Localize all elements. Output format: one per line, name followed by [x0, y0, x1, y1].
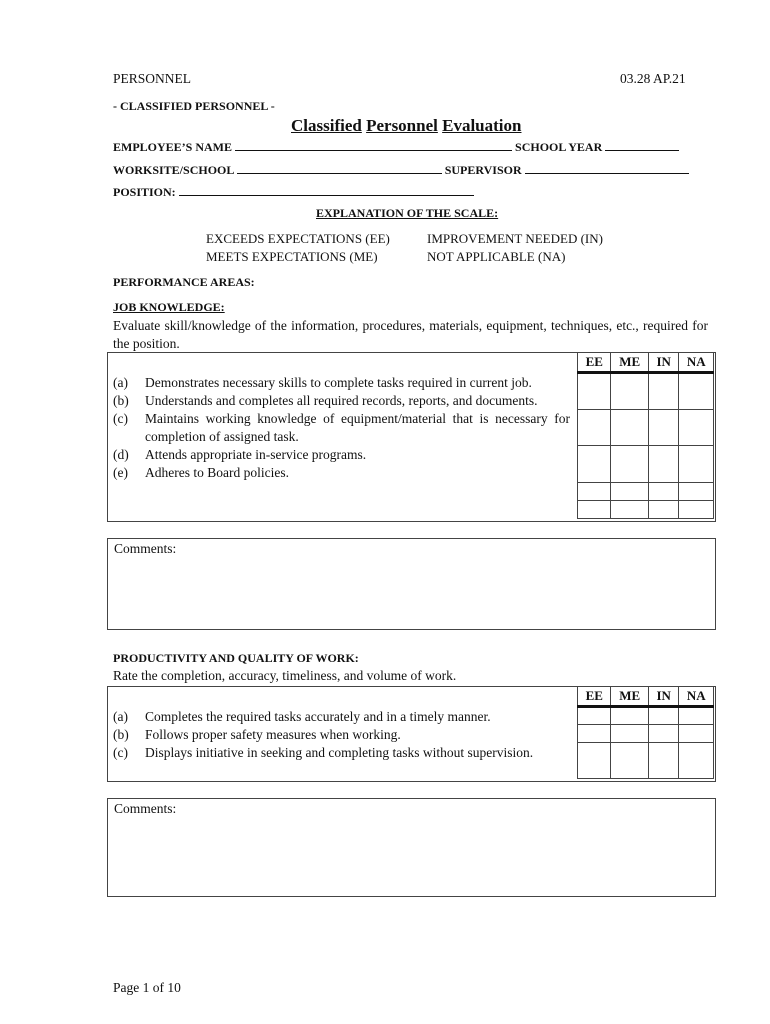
rating-cell-b-in[interactable]: [648, 410, 679, 446]
scale-me: MEETS EXPECTATIONS (ME): [206, 249, 378, 264]
rating-cell-b-ee[interactable]: [578, 725, 611, 743]
rating-cell-a-na[interactable]: [679, 707, 714, 725]
performance-areas-heading: PERFORMANCE AREAS:: [113, 275, 255, 289]
rating-cell-c-ee[interactable]: [578, 743, 611, 779]
school-year-field[interactable]: [605, 139, 679, 151]
list-item: (c) Displays initiative in seeking and completing tasks without supervision.: [113, 745, 534, 760]
job-knowledge-heading: JOB KNOWLEDGE:: [113, 300, 225, 314]
rating-header-me: ME: [611, 687, 648, 707]
rating-cell-c-me[interactable]: [611, 743, 648, 779]
list-item: (b) Follows proper safety measures when working.: [113, 727, 401, 742]
rating-cell-c-na[interactable]: [679, 446, 714, 483]
rating-cell-c-me[interactable]: [611, 446, 648, 483]
rating-cell-a-me[interactable]: [611, 707, 648, 725]
list-item: (d) Attends appropriate in-service programs.: [113, 447, 367, 462]
page-title: [291, 116, 521, 136]
supervisor-label: SUPERVISOR: [444, 163, 522, 177]
list-item: (a) Demonstrates necessary skills to complete tasks required in current job.: [113, 375, 532, 390]
rating-cell-d-me[interactable]: [611, 483, 648, 501]
rating-header-in: IN: [648, 353, 679, 373]
rating-header-na: NA: [679, 687, 714, 707]
job-knowledge-ratings: [577, 352, 714, 519]
productivity-description: Rate the completion, accuracy, timeliness, and volume of work.: [113, 668, 457, 683]
productivity-ratings: [577, 686, 714, 779]
rating-cell-c-ee[interactable]: [578, 446, 611, 483]
productivity-items: [113, 708, 570, 762]
title-word-2: Personnel: [366, 116, 438, 135]
employee-row: [113, 139, 679, 155]
rating-cell-b-in[interactable]: [648, 725, 679, 743]
page-number: Page 1 of 10: [113, 980, 181, 995]
scale-ee: EXCEEDS EXPECTATIONS (EE): [206, 231, 390, 246]
productivity-comments-box[interactable]: [107, 798, 716, 897]
header-right: 03.28 AP.21: [620, 71, 686, 86]
school-year-label: SCHOOL YEAR: [515, 140, 603, 154]
rating-cell-a-ee[interactable]: [578, 707, 611, 725]
comments-label: Comments:: [114, 801, 177, 816]
scale-heading: EXPLANATION OF THE SCALE:: [316, 206, 499, 220]
rating-cell-e-na[interactable]: [679, 501, 714, 519]
job-knowledge-items: [113, 374, 570, 482]
worksite-field[interactable]: [237, 162, 442, 174]
title-word-1: Classified: [291, 116, 362, 135]
position-row: [113, 184, 474, 200]
worksite-label: WORKSITE/SCHOOL: [113, 163, 234, 177]
header-left: PERSONNEL: [113, 71, 192, 86]
rating-cell-d-na[interactable]: [679, 483, 714, 501]
job-knowledge-comments-box[interactable]: [107, 538, 716, 630]
rating-cell-a-ee[interactable]: [578, 373, 611, 410]
rating-cell-a-na[interactable]: [679, 373, 714, 410]
rating-cell-a-in[interactable]: [648, 373, 679, 410]
rating-cell-b-me[interactable]: [611, 410, 648, 446]
list-item: (e) Adheres to Board policies.: [113, 465, 289, 480]
rating-cell-e-ee[interactable]: [578, 501, 611, 519]
job-knowledge-description: Evaluate skill/knowledge of the information, procedures, materials, equipment, techniques, etc., required for the position.: [113, 318, 708, 351]
scale-na: NOT APPLICABLE (NA): [427, 249, 566, 264]
productivity-heading: PRODUCTIVITY AND QUALITY OF WORK:: [113, 651, 359, 665]
rating-cell-d-in[interactable]: [648, 483, 679, 501]
position-field[interactable]: [179, 184, 474, 196]
comments-label: Comments:: [114, 541, 177, 556]
rating-cell-a-in[interactable]: [648, 707, 679, 725]
rating-header-me: ME: [611, 353, 648, 373]
rating-cell-b-na[interactable]: [679, 725, 714, 743]
list-item: (b) Understands and completes all required records, reports, and documents.: [113, 393, 538, 408]
rating-cell-b-me[interactable]: [611, 725, 648, 743]
position-label: POSITION:: [113, 185, 176, 199]
employee-name-field[interactable]: [235, 139, 512, 151]
rating-cell-c-in[interactable]: [648, 743, 679, 779]
rating-header-ee: EE: [578, 687, 611, 707]
title-word-3: Evaluation: [442, 116, 522, 135]
rating-header-na: NA: [679, 353, 714, 373]
worksite-row: [113, 162, 689, 178]
rating-cell-e-me[interactable]: [611, 501, 648, 519]
rating-header-in: IN: [648, 687, 679, 707]
rating-cell-b-ee[interactable]: [578, 410, 611, 446]
list-item: (a) Completes the required tasks accurately and in a timely manner.: [113, 709, 491, 724]
rating-cell-c-na[interactable]: [679, 743, 714, 779]
subheader: - CLASSIFIED PERSONNEL -: [113, 99, 275, 113]
rating-cell-e-in[interactable]: [648, 501, 679, 519]
rating-cell-b-na[interactable]: [679, 410, 714, 446]
rating-cell-d-ee[interactable]: [578, 483, 611, 501]
rating-cell-c-in[interactable]: [648, 446, 679, 483]
supervisor-field[interactable]: [525, 162, 689, 174]
list-item: (c) Maintains working knowledge of equipment/material that is necessary for completion of assigned task.: [113, 411, 570, 444]
employee-name-label: EMPLOYEE’S NAME: [113, 140, 233, 154]
rating-header-ee: EE: [578, 353, 611, 373]
scale-in: IMPROVEMENT NEEDED (IN): [427, 231, 603, 246]
rating-cell-a-me[interactable]: [611, 373, 648, 410]
